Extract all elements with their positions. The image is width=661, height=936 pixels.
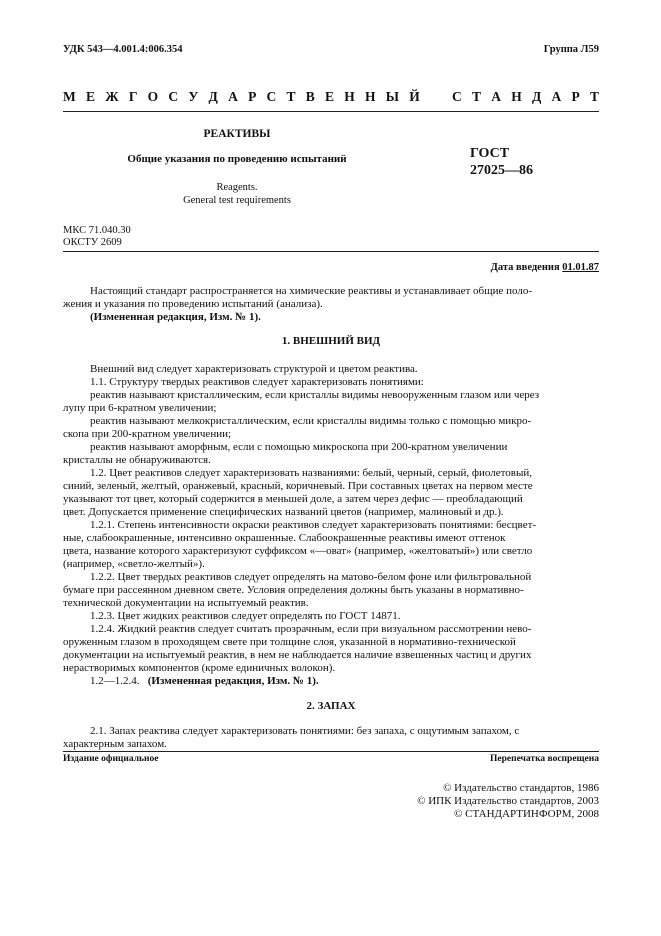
para-1-2-d: цвет. Допускается применение специфических названий цветов (например, малиновый и др.). — [63, 506, 504, 518]
amendment-line — [90, 675, 599, 688]
para-1-2-2-b: бумаге при рассеянном дневном свете. Условия определения должны быть указаны в нормативно- — [63, 584, 524, 596]
intro-date-value: 01.01.87 — [562, 262, 599, 273]
banner-letter: Т — [471, 89, 481, 104]
para-1-2-4-d: нерастворимых компонентов (кроме единичных волокон). — [63, 662, 336, 674]
codes-rule — [63, 251, 599, 252]
banner-letter: А — [491, 89, 501, 104]
banner-letter: С — [452, 89, 462, 104]
para-1-2-4-a: 1.2.4. Жидкий реактив следует считать прозрачным, если при визуальном рассмотрении нево- — [90, 623, 532, 635]
banner-letter: Н — [344, 89, 355, 104]
group-code: Группа Л59 — [543, 44, 599, 55]
banner-letter: Д — [531, 89, 542, 104]
banner-word-1 — [63, 89, 420, 105]
banner-letter: У — [188, 89, 199, 104]
copyright-2: © ИПК Издательство стандартов, 2003 — [417, 795, 599, 807]
para-1-2-a: 1.2. Цвет реактивов следует характеризовать названиями: белый, черный, серый, фиолетовый, — [90, 467, 533, 479]
banner-letter: Н — [365, 89, 376, 104]
banner-letter: С — [266, 89, 277, 104]
banner-letter: Й — [409, 89, 420, 104]
intro-date-label: Дата введения — [490, 262, 560, 273]
banner-letter: М — [63, 89, 76, 104]
section-heading-2: 2. ЗАПАХ — [306, 700, 356, 712]
amendment-range: 1.2—1.2.4. — [90, 675, 140, 687]
intro-date — [491, 262, 599, 273]
para-1-2-2-c: технической документации на испытуемый реактив. — [63, 597, 309, 609]
banner-letter: В — [305, 89, 315, 104]
gost-number: 27025—86 — [470, 163, 533, 178]
gost-label: ГОСТ — [470, 146, 510, 161]
banner-letter: Д — [208, 89, 218, 104]
para-1-2-4-c: документации на испытуемый реактив, в нем не наблюдается наличие взвешенных частиц и других — [63, 649, 532, 661]
para-1-2-1-a: 1.2.1. Степень интенсивности окраски реактивов следует характеризовать понятиями: бесцвет- — [90, 519, 537, 531]
banner-word-2 — [452, 89, 599, 105]
doc-title-en: Reagents. — [216, 182, 258, 193]
para-finecrystal-b: скопа при 200-кратном увеличении; — [63, 428, 232, 440]
official-edition: Издание официальное — [63, 754, 159, 764]
para-1: Внешний вид следует характеризовать структурой и цветом реактива. — [90, 363, 418, 375]
intro-line-2: жения и указания по проведению испытаний (анализа). — [63, 298, 323, 310]
mks-code: МКС 71.040.30 — [63, 225, 131, 236]
para-1-2-1-c: цвета, название которого характеризуют суффиксом «—оват» (например, «желтоватый») или светло — [63, 545, 533, 557]
doc-subtitle-en: General test requirements — [183, 195, 291, 206]
banner-letter: Т — [589, 89, 599, 104]
banner-rule — [63, 111, 599, 112]
banner-letter: Р — [248, 89, 257, 104]
copyright-1: © Издательство стандартов, 1986 — [443, 782, 599, 794]
footer-rule — [63, 751, 599, 752]
para-1-2-2-a: 1.2.2. Цвет твердых реактивов следует определять на матово-белом фоне или фильтровальной — [90, 571, 532, 583]
para-1-2-3: 1.2.3. Цвет жидких реактивов следует определять по ГОСТ 14871. — [90, 610, 401, 622]
para-amorph-a: реактив называют аморфным, если с помощью микроскопа при 200-кратном увеличении — [90, 441, 508, 453]
classification-codes — [63, 225, 131, 249]
doc-subtitle: Общие указания по проведению испытаний — [127, 153, 347, 165]
banner-letter: Т — [286, 89, 296, 104]
para-1-1: 1.1. Структуру твердых реактивов следует характеризовать понятиями: — [90, 376, 424, 388]
para-1-2-b: синий, зеленый, желтый, оранжевый, красный, коричневый. При составных цветах на первом месте — [63, 480, 533, 492]
para-amorph-b: кристаллы не обнаруживаются. — [63, 454, 211, 466]
amendment-note: (Измененная редакция, Изм. № 1). — [147, 675, 319, 687]
banner-letter: Р — [571, 89, 580, 104]
banner-letter: Е — [325, 89, 335, 104]
para-1-2-4-b: оруженным глазом в проходящем свете при толщине слоя, указанной в нормативно-технической — [63, 636, 516, 648]
para-2-1-b: характерным запахом. — [63, 738, 167, 750]
intro-line-1: Настоящий стандарт распространяется на химические реактивы и устанавливает общие поло- — [90, 285, 532, 297]
para-2-1-a: 2.1. Запах реактива следует характеризовать понятиями: без запаха, с ощутимым запахом, с — [90, 725, 520, 737]
section-heading-1: 1. ВНЕШНИЙ ВИД — [281, 335, 381, 347]
standard-banner — [63, 89, 599, 105]
banner-letter: Н — [511, 89, 522, 104]
banner-letter: Ж — [105, 89, 119, 104]
para-crystal-a: реактив называют кристаллическим, если кристаллы видимы невооруженным глазом или через — [90, 389, 540, 401]
banner-letter: О — [147, 89, 159, 104]
banner-letter: А — [228, 89, 238, 104]
para-1-2-1-b: ные, слабоокрашенные, интенсивно окрашенные. Слабоокрашенные реактивы имеют оттенок — [63, 532, 506, 544]
intro-amendment: (Измененная редакция, Изм. № 1). — [90, 311, 261, 323]
reprint-notice: Перепечатка воспрещена — [489, 754, 599, 764]
banner-letter: Г — [128, 89, 138, 104]
para-1-2-c: указывают тот цвет, который содержится в меньшей доле, а затем через дефис — преобладающий — [63, 493, 523, 505]
banner-letter: Е — [85, 89, 95, 104]
banner-letter: Ы — [385, 89, 400, 104]
para-finecrystal-a: реактив называют мелкокристаллическим, если кристаллы видимы только с помощью микро- — [90, 415, 532, 427]
okstu-code: ОКСТУ 2609 — [63, 237, 122, 248]
para-crystal-b: лупу при 6-кратном увеличении; — [63, 402, 217, 414]
doc-title: РЕАКТИВЫ — [203, 128, 271, 140]
banner-letter: С — [168, 89, 179, 104]
udk-code: УДК 543—4.001.4:006.354 — [63, 44, 183, 55]
para-1-2-1-d: (например, «светло-желтый»). — [63, 558, 205, 570]
copyright-3: © СТАНДАРТИНФОРМ, 2008 — [454, 808, 599, 820]
banner-letter: А — [551, 89, 562, 104]
